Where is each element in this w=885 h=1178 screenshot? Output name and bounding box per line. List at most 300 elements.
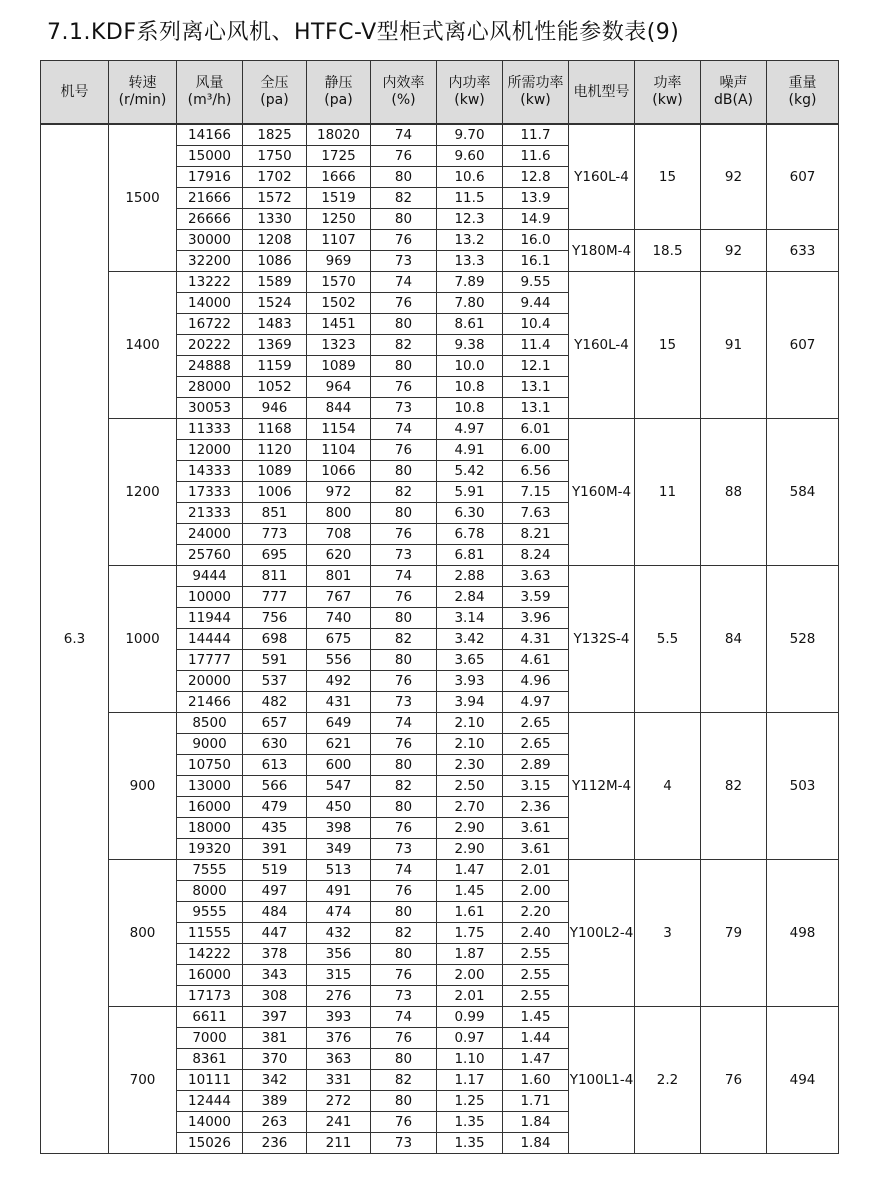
column-header-label: 重量 bbox=[788, 75, 817, 91]
required-power-cell: 1.71 bbox=[503, 1091, 569, 1112]
total-pressure-cell: 566 bbox=[243, 776, 307, 797]
total-pressure-cell: 630 bbox=[243, 734, 307, 755]
static-pressure-cell: 649 bbox=[307, 713, 371, 734]
total-pressure-cell: 1052 bbox=[243, 377, 307, 398]
airflow-cell: 9444 bbox=[177, 566, 243, 587]
total-pressure-cell: 370 bbox=[243, 1049, 307, 1070]
motor-power-cell: 15 bbox=[635, 272, 701, 419]
required-power-cell: 7.15 bbox=[503, 482, 569, 503]
efficiency-cell: 76 bbox=[371, 1028, 437, 1049]
efficiency-cell: 82 bbox=[371, 629, 437, 650]
weight-cell: 607 bbox=[767, 272, 839, 419]
airflow-cell: 12000 bbox=[177, 440, 243, 461]
static-pressure-cell: 1570 bbox=[307, 272, 371, 293]
total-pressure-cell: 946 bbox=[243, 398, 307, 419]
total-pressure-cell: 343 bbox=[243, 965, 307, 986]
required-power-cell: 3.15 bbox=[503, 776, 569, 797]
internal-power-cell: 1.75 bbox=[437, 923, 503, 944]
total-pressure-cell: 342 bbox=[243, 1070, 307, 1091]
airflow-cell: 17173 bbox=[177, 986, 243, 1007]
airflow-cell: 20222 bbox=[177, 335, 243, 356]
required-power-cell: 1.47 bbox=[503, 1049, 569, 1070]
column-header-unit: (pa) bbox=[260, 92, 289, 108]
airflow-cell: 24000 bbox=[177, 524, 243, 545]
total-pressure-cell: 1120 bbox=[243, 440, 307, 461]
internal-power-cell: 1.45 bbox=[437, 881, 503, 902]
required-power-cell: 4.31 bbox=[503, 629, 569, 650]
required-power-cell: 16.0 bbox=[503, 230, 569, 251]
airflow-cell: 21466 bbox=[177, 692, 243, 713]
column-header-label: 噪声 bbox=[719, 75, 748, 91]
internal-power-cell: 7.80 bbox=[437, 293, 503, 314]
total-pressure-cell: 435 bbox=[243, 818, 307, 839]
required-power-cell: 2.01 bbox=[503, 860, 569, 881]
airflow-cell: 7000 bbox=[177, 1028, 243, 1049]
efficiency-cell: 76 bbox=[371, 230, 437, 251]
static-pressure-cell: 432 bbox=[307, 923, 371, 944]
motor-model-cell: Y132S-4 bbox=[569, 566, 635, 713]
internal-power-cell: 2.88 bbox=[437, 566, 503, 587]
total-pressure-cell: 1524 bbox=[243, 293, 307, 314]
efficiency-cell: 76 bbox=[371, 440, 437, 461]
static-pressure-cell: 972 bbox=[307, 482, 371, 503]
static-pressure-cell: 492 bbox=[307, 671, 371, 692]
total-pressure-cell: 1086 bbox=[243, 251, 307, 272]
required-power-cell: 3.63 bbox=[503, 566, 569, 587]
noise-cell: 76 bbox=[701, 1007, 767, 1154]
weight-cell: 607 bbox=[767, 124, 839, 230]
total-pressure-cell: 591 bbox=[243, 650, 307, 671]
internal-power-cell: 2.10 bbox=[437, 734, 503, 755]
efficiency-cell: 76 bbox=[371, 671, 437, 692]
airflow-cell: 11555 bbox=[177, 923, 243, 944]
airflow-cell: 16000 bbox=[177, 797, 243, 818]
required-power-cell: 2.36 bbox=[503, 797, 569, 818]
column-header-label: 内效率 bbox=[382, 75, 425, 91]
speed-cell: 800 bbox=[109, 860, 177, 1007]
airflow-cell: 8000 bbox=[177, 881, 243, 902]
efficiency-cell: 76 bbox=[371, 1112, 437, 1133]
internal-power-cell: 1.61 bbox=[437, 902, 503, 923]
airflow-cell: 6611 bbox=[177, 1007, 243, 1028]
static-pressure-cell: 315 bbox=[307, 965, 371, 986]
static-pressure-cell: 1154 bbox=[307, 419, 371, 440]
static-pressure-cell: 1519 bbox=[307, 188, 371, 209]
noise-cell: 84 bbox=[701, 566, 767, 713]
airflow-cell: 20000 bbox=[177, 671, 243, 692]
required-power-cell: 3.61 bbox=[503, 839, 569, 860]
efficiency-cell: 82 bbox=[371, 188, 437, 209]
efficiency-cell: 74 bbox=[371, 272, 437, 293]
required-power-cell: 12.1 bbox=[503, 356, 569, 377]
column-header-unit: (r/min) bbox=[118, 92, 167, 108]
efficiency-cell: 80 bbox=[371, 902, 437, 923]
airflow-cell: 14000 bbox=[177, 1112, 243, 1133]
motor-model-cell: Y100L2-4 bbox=[569, 860, 635, 1007]
weight-cell: 528 bbox=[767, 566, 839, 713]
column-header-label: 全压 bbox=[260, 75, 289, 91]
static-pressure-cell: 800 bbox=[307, 503, 371, 524]
speed-cell: 1400 bbox=[109, 272, 177, 419]
efficiency-cell: 82 bbox=[371, 776, 437, 797]
internal-power-cell: 4.91 bbox=[437, 440, 503, 461]
internal-power-cell: 10.8 bbox=[437, 398, 503, 419]
static-pressure-cell: 708 bbox=[307, 524, 371, 545]
internal-power-cell: 10.6 bbox=[437, 167, 503, 188]
total-pressure-cell: 308 bbox=[243, 986, 307, 1007]
column-header-label: 风量 bbox=[195, 75, 224, 91]
static-pressure-cell: 491 bbox=[307, 881, 371, 902]
static-pressure-cell: 450 bbox=[307, 797, 371, 818]
noise-cell: 79 bbox=[701, 860, 767, 1007]
airflow-cell: 11944 bbox=[177, 608, 243, 629]
static-pressure-cell: 1104 bbox=[307, 440, 371, 461]
static-pressure-cell: 272 bbox=[307, 1091, 371, 1112]
noise-cell: 91 bbox=[701, 272, 767, 419]
column-header bbox=[109, 61, 177, 125]
static-pressure-cell: 1725 bbox=[307, 146, 371, 167]
column-header-label: 电机型号 bbox=[573, 83, 630, 100]
static-pressure-cell: 600 bbox=[307, 755, 371, 776]
total-pressure-cell: 1589 bbox=[243, 272, 307, 293]
internal-power-cell: 1.35 bbox=[437, 1112, 503, 1133]
efficiency-cell: 80 bbox=[371, 461, 437, 482]
required-power-cell: 6.00 bbox=[503, 440, 569, 461]
motor-model-cell: Y112M-4 bbox=[569, 713, 635, 860]
efficiency-cell: 74 bbox=[371, 419, 437, 440]
motor-model-cell: Y160M-4 bbox=[569, 419, 635, 566]
internal-power-cell: 1.10 bbox=[437, 1049, 503, 1070]
required-power-cell: 2.55 bbox=[503, 944, 569, 965]
column-header-unit: (kw) bbox=[520, 92, 551, 108]
required-power-cell: 3.59 bbox=[503, 587, 569, 608]
column-header-unit: (kw) bbox=[454, 92, 485, 108]
static-pressure-cell: 513 bbox=[307, 860, 371, 881]
efficiency-cell: 80 bbox=[371, 209, 437, 230]
total-pressure-cell: 497 bbox=[243, 881, 307, 902]
airflow-cell: 32200 bbox=[177, 251, 243, 272]
performance-table bbox=[40, 60, 839, 1154]
required-power-cell: 6.56 bbox=[503, 461, 569, 482]
airflow-cell: 14166 bbox=[177, 124, 243, 146]
column-header-label: 所需功率 bbox=[507, 75, 564, 91]
column-header-label: 功率 bbox=[653, 75, 682, 91]
motor-power-cell: 15 bbox=[635, 124, 701, 230]
internal-power-cell: 7.89 bbox=[437, 272, 503, 293]
airflow-cell: 10111 bbox=[177, 1070, 243, 1091]
total-pressure-cell: 613 bbox=[243, 755, 307, 776]
static-pressure-cell: 844 bbox=[307, 398, 371, 419]
motor-model-cell: Y100L1-4 bbox=[569, 1007, 635, 1154]
table-row bbox=[41, 1007, 839, 1028]
efficiency-cell: 80 bbox=[371, 944, 437, 965]
internal-power-cell: 2.01 bbox=[437, 986, 503, 1007]
efficiency-cell: 76 bbox=[371, 734, 437, 755]
airflow-cell: 16722 bbox=[177, 314, 243, 335]
efficiency-cell: 80 bbox=[371, 167, 437, 188]
required-power-cell: 2.55 bbox=[503, 986, 569, 1007]
airflow-cell: 13222 bbox=[177, 272, 243, 293]
required-power-cell: 4.61 bbox=[503, 650, 569, 671]
column-header-unit: dB(A) bbox=[714, 92, 753, 108]
header-row bbox=[41, 61, 839, 125]
efficiency-cell: 76 bbox=[371, 524, 437, 545]
total-pressure-cell: 756 bbox=[243, 608, 307, 629]
required-power-cell: 9.44 bbox=[503, 293, 569, 314]
static-pressure-cell: 211 bbox=[307, 1133, 371, 1154]
efficiency-cell: 82 bbox=[371, 335, 437, 356]
required-power-cell: 2.55 bbox=[503, 965, 569, 986]
airflow-cell: 30053 bbox=[177, 398, 243, 419]
airflow-cell: 30000 bbox=[177, 230, 243, 251]
airflow-cell: 13000 bbox=[177, 776, 243, 797]
airflow-cell: 14333 bbox=[177, 461, 243, 482]
static-pressure-cell: 801 bbox=[307, 566, 371, 587]
total-pressure-cell: 479 bbox=[243, 797, 307, 818]
airflow-cell: 25760 bbox=[177, 545, 243, 566]
internal-power-cell: 4.97 bbox=[437, 419, 503, 440]
efficiency-cell: 74 bbox=[371, 566, 437, 587]
noise-cell: 82 bbox=[701, 713, 767, 860]
motor-power-cell: 3 bbox=[635, 860, 701, 1007]
efficiency-cell: 73 bbox=[371, 545, 437, 566]
internal-power-cell: 0.97 bbox=[437, 1028, 503, 1049]
static-pressure-cell: 1107 bbox=[307, 230, 371, 251]
static-pressure-cell: 1066 bbox=[307, 461, 371, 482]
total-pressure-cell: 519 bbox=[243, 860, 307, 881]
efficiency-cell: 76 bbox=[371, 293, 437, 314]
internal-power-cell: 2.70 bbox=[437, 797, 503, 818]
column-header-unit: (%) bbox=[391, 92, 416, 108]
airflow-cell: 16000 bbox=[177, 965, 243, 986]
required-power-cell: 1.60 bbox=[503, 1070, 569, 1091]
efficiency-cell: 73 bbox=[371, 839, 437, 860]
motor-model-cell: Y160L-4 bbox=[569, 272, 635, 419]
efficiency-cell: 73 bbox=[371, 692, 437, 713]
static-pressure-cell: 363 bbox=[307, 1049, 371, 1070]
required-power-cell: 4.97 bbox=[503, 692, 569, 713]
total-pressure-cell: 484 bbox=[243, 902, 307, 923]
table-row bbox=[41, 713, 839, 734]
total-pressure-cell: 381 bbox=[243, 1028, 307, 1049]
efficiency-cell: 82 bbox=[371, 923, 437, 944]
internal-power-cell: 2.90 bbox=[437, 839, 503, 860]
speed-cell: 700 bbox=[109, 1007, 177, 1154]
efficiency-cell: 82 bbox=[371, 1070, 437, 1091]
efficiency-cell: 80 bbox=[371, 1049, 437, 1070]
speed-cell: 1500 bbox=[109, 124, 177, 272]
column-header bbox=[569, 61, 635, 125]
required-power-cell: 13.1 bbox=[503, 398, 569, 419]
total-pressure-cell: 1006 bbox=[243, 482, 307, 503]
total-pressure-cell: 1825 bbox=[243, 124, 307, 146]
table-row bbox=[41, 860, 839, 881]
weight-cell: 498 bbox=[767, 860, 839, 1007]
motor-power-cell: 18.5 bbox=[635, 230, 701, 272]
internal-power-cell: 3.94 bbox=[437, 692, 503, 713]
speed-cell: 1000 bbox=[109, 566, 177, 713]
internal-power-cell: 9.38 bbox=[437, 335, 503, 356]
motor-power-cell: 2.2 bbox=[635, 1007, 701, 1154]
internal-power-cell: 3.93 bbox=[437, 671, 503, 692]
motor-power-cell: 5.5 bbox=[635, 566, 701, 713]
column-header bbox=[177, 61, 243, 125]
total-pressure-cell: 397 bbox=[243, 1007, 307, 1028]
noise-cell: 92 bbox=[701, 230, 767, 272]
column-header-unit: (m³/h) bbox=[187, 92, 232, 108]
internal-power-cell: 1.25 bbox=[437, 1091, 503, 1112]
total-pressure-cell: 391 bbox=[243, 839, 307, 860]
required-power-cell: 2.00 bbox=[503, 881, 569, 902]
static-pressure-cell: 675 bbox=[307, 629, 371, 650]
column-header-unit: (kg) bbox=[788, 92, 817, 108]
internal-power-cell: 0.99 bbox=[437, 1007, 503, 1028]
required-power-cell: 1.44 bbox=[503, 1028, 569, 1049]
column-header-label: 机号 bbox=[60, 83, 89, 100]
internal-power-cell: 1.17 bbox=[437, 1070, 503, 1091]
internal-power-cell: 3.14 bbox=[437, 608, 503, 629]
static-pressure-cell: 376 bbox=[307, 1028, 371, 1049]
required-power-cell: 9.55 bbox=[503, 272, 569, 293]
efficiency-cell: 76 bbox=[371, 146, 437, 167]
static-pressure-cell: 547 bbox=[307, 776, 371, 797]
internal-power-cell: 5.42 bbox=[437, 461, 503, 482]
internal-power-cell: 10.8 bbox=[437, 377, 503, 398]
weight-cell: 584 bbox=[767, 419, 839, 566]
required-power-cell: 1.84 bbox=[503, 1112, 569, 1133]
table-row bbox=[41, 272, 839, 293]
static-pressure-cell: 356 bbox=[307, 944, 371, 965]
static-pressure-cell: 740 bbox=[307, 608, 371, 629]
static-pressure-cell: 398 bbox=[307, 818, 371, 839]
machine-number-cell: 6.3 bbox=[41, 124, 109, 1154]
required-power-cell: 11.7 bbox=[503, 124, 569, 146]
airflow-cell: 17333 bbox=[177, 482, 243, 503]
required-power-cell: 12.8 bbox=[503, 167, 569, 188]
efficiency-cell: 80 bbox=[371, 797, 437, 818]
internal-power-cell: 13.2 bbox=[437, 230, 503, 251]
column-header bbox=[503, 61, 569, 125]
internal-power-cell: 2.10 bbox=[437, 713, 503, 734]
required-power-cell: 13.1 bbox=[503, 377, 569, 398]
static-pressure-cell: 969 bbox=[307, 251, 371, 272]
internal-power-cell: 6.78 bbox=[437, 524, 503, 545]
internal-power-cell: 2.00 bbox=[437, 965, 503, 986]
airflow-cell: 19320 bbox=[177, 839, 243, 860]
airflow-cell: 14000 bbox=[177, 293, 243, 314]
static-pressure-cell: 1502 bbox=[307, 293, 371, 314]
required-power-cell: 8.24 bbox=[503, 545, 569, 566]
static-pressure-cell: 767 bbox=[307, 587, 371, 608]
required-power-cell: 8.21 bbox=[503, 524, 569, 545]
column-header-label: 静压 bbox=[324, 75, 353, 91]
total-pressure-cell: 851 bbox=[243, 503, 307, 524]
airflow-cell: 9555 bbox=[177, 902, 243, 923]
speed-cell: 1200 bbox=[109, 419, 177, 566]
total-pressure-cell: 1483 bbox=[243, 314, 307, 335]
total-pressure-cell: 389 bbox=[243, 1091, 307, 1112]
efficiency-cell: 80 bbox=[371, 356, 437, 377]
column-header-label: 转速 bbox=[128, 75, 157, 91]
column-header bbox=[307, 61, 371, 125]
internal-power-cell: 6.30 bbox=[437, 503, 503, 524]
static-pressure-cell: 18020 bbox=[307, 124, 371, 146]
page-title: 7.1.KDF系列离心风机、HTFC-V型柜式离心风机性能参数表(9) bbox=[47, 20, 680, 45]
weight-cell: 633 bbox=[767, 230, 839, 272]
motor-model-cell: Y160L-4 bbox=[569, 124, 635, 230]
internal-power-cell: 5.91 bbox=[437, 482, 503, 503]
total-pressure-cell: 657 bbox=[243, 713, 307, 734]
efficiency-cell: 73 bbox=[371, 1133, 437, 1154]
total-pressure-cell: 482 bbox=[243, 692, 307, 713]
required-power-cell: 11.6 bbox=[503, 146, 569, 167]
required-power-cell: 10.4 bbox=[503, 314, 569, 335]
airflow-cell: 14222 bbox=[177, 944, 243, 965]
required-power-cell: 4.96 bbox=[503, 671, 569, 692]
required-power-cell: 2.65 bbox=[503, 713, 569, 734]
airflow-cell: 14444 bbox=[177, 629, 243, 650]
static-pressure-cell: 1250 bbox=[307, 209, 371, 230]
internal-power-cell: 8.61 bbox=[437, 314, 503, 335]
required-power-cell: 14.9 bbox=[503, 209, 569, 230]
static-pressure-cell: 431 bbox=[307, 692, 371, 713]
static-pressure-cell: 241 bbox=[307, 1112, 371, 1133]
motor-power-cell: 4 bbox=[635, 713, 701, 860]
total-pressure-cell: 1168 bbox=[243, 419, 307, 440]
total-pressure-cell: 236 bbox=[243, 1133, 307, 1154]
static-pressure-cell: 1666 bbox=[307, 167, 371, 188]
total-pressure-cell: 1750 bbox=[243, 146, 307, 167]
airflow-cell: 12444 bbox=[177, 1091, 243, 1112]
required-power-cell: 13.9 bbox=[503, 188, 569, 209]
internal-power-cell: 2.30 bbox=[437, 755, 503, 776]
required-power-cell: 6.01 bbox=[503, 419, 569, 440]
static-pressure-cell: 620 bbox=[307, 545, 371, 566]
noise-cell: 88 bbox=[701, 419, 767, 566]
weight-cell: 503 bbox=[767, 713, 839, 860]
efficiency-cell: 80 bbox=[371, 314, 437, 335]
total-pressure-cell: 1089 bbox=[243, 461, 307, 482]
airflow-cell: 10000 bbox=[177, 587, 243, 608]
static-pressure-cell: 964 bbox=[307, 377, 371, 398]
required-power-cell: 2.89 bbox=[503, 755, 569, 776]
efficiency-cell: 76 bbox=[371, 818, 437, 839]
total-pressure-cell: 447 bbox=[243, 923, 307, 944]
internal-power-cell: 9.70 bbox=[437, 124, 503, 146]
static-pressure-cell: 556 bbox=[307, 650, 371, 671]
required-power-cell: 2.20 bbox=[503, 902, 569, 923]
airflow-cell: 21333 bbox=[177, 503, 243, 524]
airflow-cell: 15026 bbox=[177, 1133, 243, 1154]
speed-cell: 900 bbox=[109, 713, 177, 860]
required-power-cell: 3.96 bbox=[503, 608, 569, 629]
required-power-cell: 7.63 bbox=[503, 503, 569, 524]
static-pressure-cell: 331 bbox=[307, 1070, 371, 1091]
required-power-cell: 2.40 bbox=[503, 923, 569, 944]
efficiency-cell: 76 bbox=[371, 377, 437, 398]
total-pressure-cell: 537 bbox=[243, 671, 307, 692]
column-header bbox=[243, 61, 307, 125]
airflow-cell: 28000 bbox=[177, 377, 243, 398]
static-pressure-cell: 1451 bbox=[307, 314, 371, 335]
internal-power-cell: 6.81 bbox=[437, 545, 503, 566]
static-pressure-cell: 1089 bbox=[307, 356, 371, 377]
table-row bbox=[41, 124, 839, 146]
total-pressure-cell: 1572 bbox=[243, 188, 307, 209]
airflow-cell: 26666 bbox=[177, 209, 243, 230]
airflow-cell: 17916 bbox=[177, 167, 243, 188]
total-pressure-cell: 1208 bbox=[243, 230, 307, 251]
